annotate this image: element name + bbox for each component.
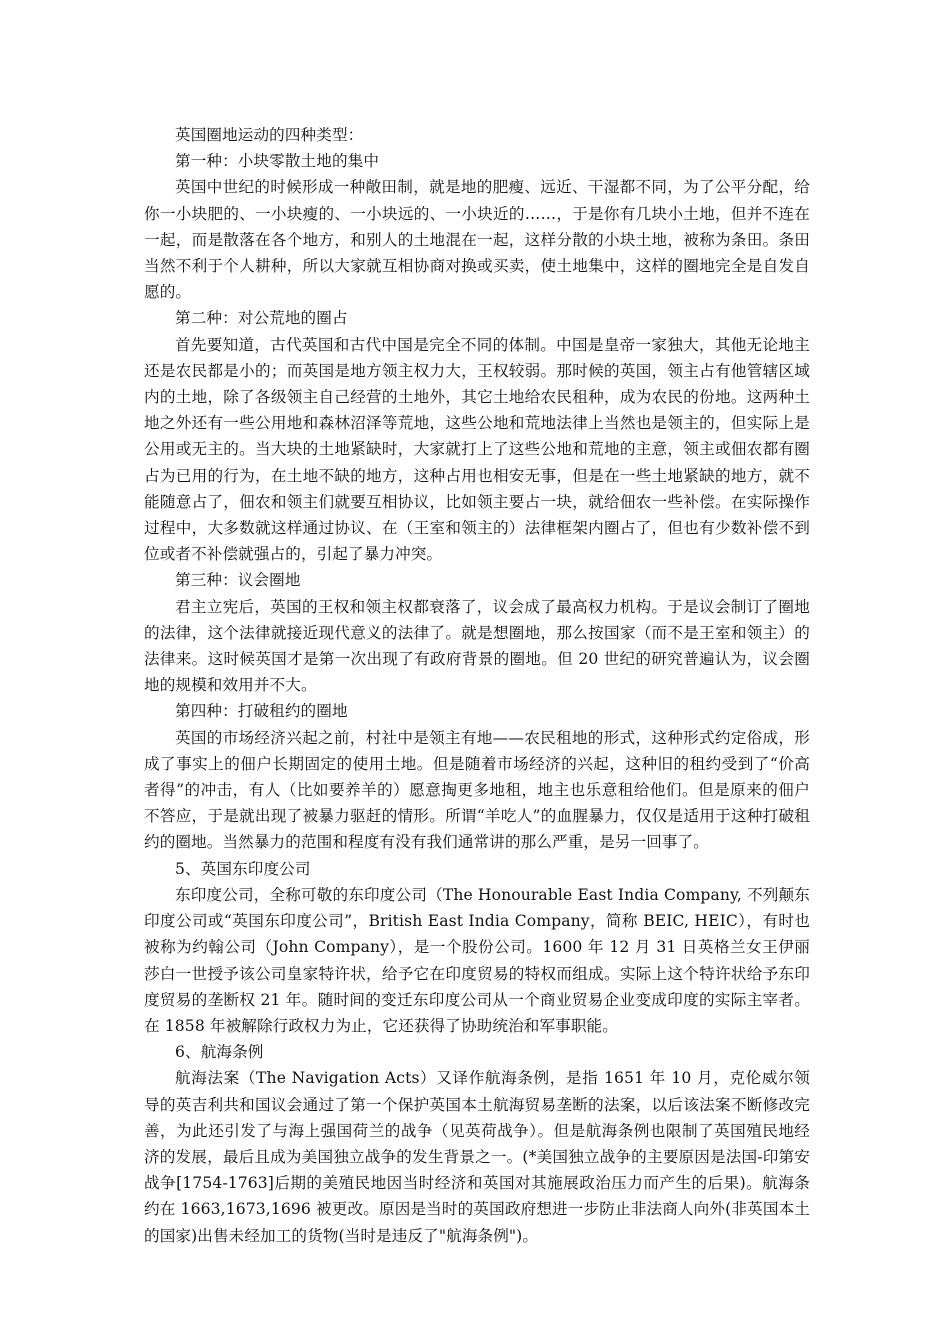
paragraph-east-india-company: 东印度公司，全称可敬的东印度公司（The Honourable East India Company, 不列颠东印度公司或“英国东印度公司”，British East India Company，简称 BEIC, HEIC），有时也被称为约翰公司（John Company），是一个股份公司。1600 年 12 月 31 日英格兰女王伊丽莎白一世授予该公司皇家特许状，给予它在印度贸易的特权而组成。实际上这个特许状给予东印度贸易的垄断权 21 年。随时间的变迁东印度公司从一个商业贸易企业变成印度的实际主宰者。在 1858 年被解除行政权力为止，它还获得了协助统治和军事职能。 (144, 885, 810, 1035)
heading-type-3: 第三种：议会圈地 (175, 571, 301, 590)
heading-type-1: 第一种：小块零散土地的集中 (175, 152, 380, 171)
paragraph-type-1: 英国中世纪的时候形成一种敞田制，就是地的肥瘦、远近、干湿都不同，为了公平分配，给你一小块肥的、一小块瘦的、一小块远的、一小块近的……，于是你有几块小土地，但并不连在一起，而是散落在各个地方，和别人的土地混在一起，这样分散的小块土地，被称为条田。条田当然不利于个人耕种，所以大家就互相协商对换或买卖，使土地集中，这样的圈地完全是自发自愿的。 (144, 178, 810, 302)
paragraph-navigation-acts: 航海法案（The Navigation Acts）又译作航海条例，是指 1651 年 10 月，克伦威尔领导的英吉利共和国议会通过了第一个保护英国本土航海贸易垄断的法案，以后该法案不断修改完善，为此还引发了与海上强国荷兰的战争（见英荷战争）。但是航海条例也限制了英国殖民地经济的发展，最后且成为美国独立战争的发生背景之一。(*美国独立战争的主要原因是法国-印第安战争[1754-1763]后期的美殖民地因当时经济和英国对其施展政治压力而产生的后果)。航海条约在 1663,1673,1696 被更改。原因是当时的英国政府想进一步防止非法商人向外(非英国本土的国家)出售未经加工的货物(当时是违反了"航海条例")。 (144, 1069, 810, 1245)
heading-navigation-acts: 6、航海条例 (175, 1043, 264, 1062)
document-body (144, 122, 810, 1249)
heading-type-4: 第四种：打破租约的圈地 (175, 702, 348, 721)
heading-east-india-company: 5、英国东印度公司 (175, 859, 311, 878)
paragraph-type-4: 英国的市场经济兴起之前，村社中是领主有地——农民租地的形式，这种形式约定俗成，形成了事实上的佃户长期固定的使用土地。但是随着市场经济的兴起，这种旧的租约受到了“价高者得”的冲击，有人（比如要养羊的）愿意掏更多地租，地主也乐意租给他们。但是原来的佃户不答应，于是就出现了被暴力驱赶的情形。所谓“羊吃人”的血腥暴力，仅仅是适用于这种打破租约的圈地。当然暴力的范围和程度有没有我们通常讲的那么严重，是另一回事了。 (144, 728, 810, 852)
paragraph-type-3: 君主立宪后，英国的王权和领主权都衰落了，议会成了最高权力机构。于是议会制订了圈地的法律，这个法律就接近现代意义的法律了。就是想圈地，那么按国家（而不是王室和领主）的法律来。这时候英国才是第一次出现了有政府背景的圈地。但 20 世纪的研究普遍认为，议会圈地的规模和效用并不大。 (144, 597, 810, 695)
paragraph-type-2: 首先要知道，古代英国和古代中国是完全不同的体制。中国是皇帝一家独大，其他无论地主还是农民都是小的；而英国是地方领主权力大，王权较弱。那时候的英国，领主占有他管辖区域内的土地，除了各级领主自己经营的土地外，其它土地给农民租种，成为农民的份地。这两种土地之外还有一些公用地和森林沼泽等荒地，这些公地和荒地法律上当然也是领主的，但实际上是公用或无主的。当大块的土地紧缺时，大家就打上了这些公地和荒地的主意，领主或佃农都有圈占为已用的行为，在土地不缺的地方，这种占用也相安无事，但是在一些土地紧缺的地方，就不能随意占了，佃农和领主们就要互相协议，比如领主要占一块，就给佃农一些补偿。在实际操作过程中，大多数就这样通过协议、在（王室和领主的）法律框架内圈占了，但也有少数补偿不到位或者不补偿就强占的，引起了暴力冲突。 (144, 335, 810, 564)
paragraph-intro: 英国圈地运动的四种类型： (175, 126, 364, 144)
heading-type-2: 第二种：对公荒地的圈占 (175, 309, 348, 328)
